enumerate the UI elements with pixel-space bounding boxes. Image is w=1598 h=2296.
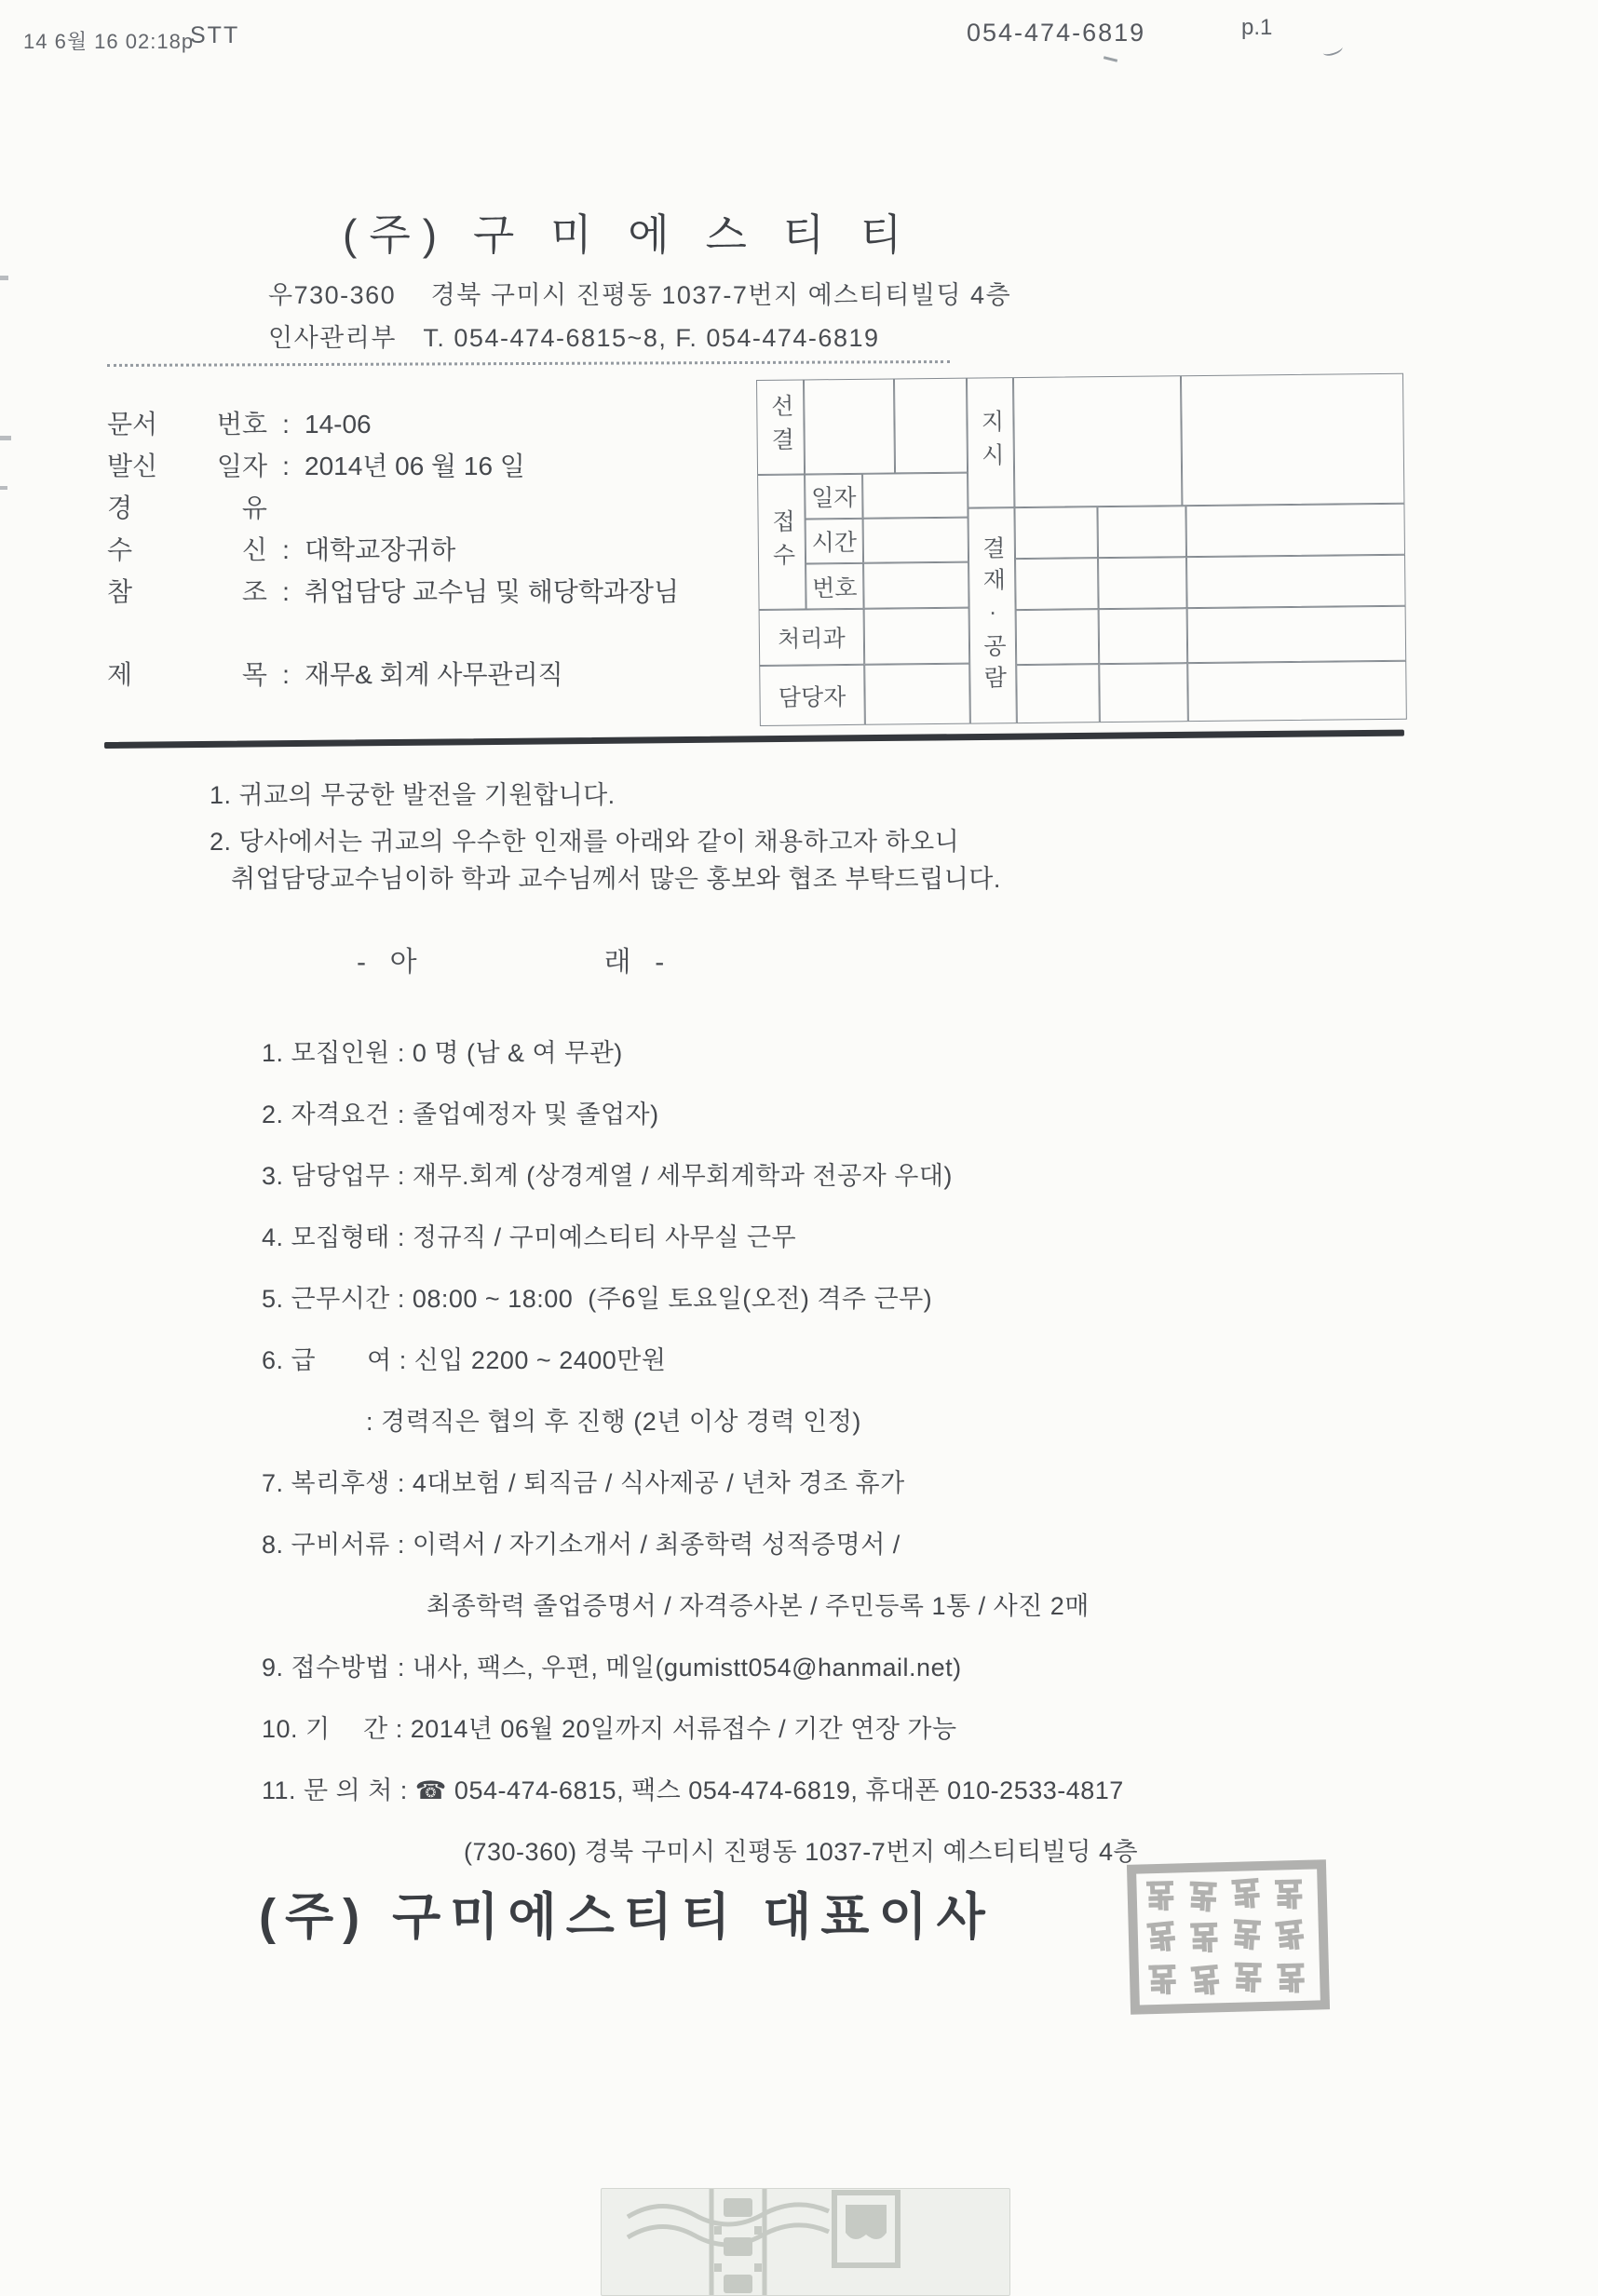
jisi-label: 지시 (977, 409, 1005, 477)
company-seal-stamp (1125, 1857, 1332, 2017)
cell-empty (894, 378, 968, 474)
scan-artifact (0, 486, 7, 490)
scan-artifact (0, 276, 8, 280)
meta-label: 제 목 (107, 660, 267, 689)
doc-meta-row (107, 530, 679, 572)
job-posting-line (217, 1557, 1138, 1618)
cell-jeopsu (757, 474, 806, 610)
job-posting-text: 6. 급 여 : 신입 2200 ~ 2400만원 (262, 1346, 667, 1374)
job-posting-line (217, 1495, 1138, 1557)
job-posting-text: 9. 접수방법 : 내사, 팩스, 우편, 메일(gumistt054@hanmail.net) (262, 1654, 962, 1681)
cell-empty (1016, 609, 1100, 665)
cell-empty (1016, 664, 1100, 723)
job-posting-text: (730-360) 경북 구미시 진평동 1037-7번지 예스티티빌딩 4층 (464, 1838, 1139, 1866)
signature-line: (주) 구미에스티티 대표이사 (259, 1889, 995, 1945)
meta-value: 2014년 06 월 16 일 (305, 452, 525, 480)
meta-value: 대학교장귀하 (305, 535, 456, 564)
sigan-label: 시간 (811, 529, 858, 557)
cell-empty (1181, 373, 1404, 506)
meta-label: 수 신 (107, 535, 267, 564)
jeopsu-label: 접수 (768, 508, 796, 576)
greeting-line: 1. 귀교의 무궁한 발전을 기원합니다. (210, 781, 616, 809)
below-heading: - 아 래 - (357, 947, 668, 978)
cheoligwa-label: 처리과 (778, 626, 846, 653)
scan-artifact (1321, 42, 1344, 58)
cell-empty (1187, 606, 1407, 663)
cell-damdangja (759, 665, 865, 726)
meta-colon: : (282, 452, 290, 480)
job-posting-text: 최종학력 졸업증명서 / 자격증사본 / 주민등록 1통 / 사진 2매 (427, 1592, 1090, 1620)
bottom-watermark (601, 2188, 1010, 2296)
seongyeol-label: 선결 (767, 393, 794, 461)
meta-value: 취업담당 교수님 및 해당학과장님 (305, 577, 680, 606)
scan-artifact (0, 436, 11, 440)
cell-seongyeol (756, 379, 805, 475)
meta-colon: : (282, 577, 290, 606)
cell-empty (1187, 661, 1407, 722)
cell-empty (1015, 558, 1099, 610)
meta-label: 문서 번호 (107, 410, 267, 439)
doc-meta-row (107, 488, 679, 530)
cell-empty (1098, 557, 1187, 609)
company-title: (주) 구 미 에 스 티 티 (343, 210, 914, 259)
job-posting-line (217, 1004, 1138, 1065)
job-posting-line (217, 1249, 1138, 1311)
ilja-label: 일자 (811, 484, 857, 512)
job-posting-line (217, 1680, 1138, 1741)
job-posting-line (217, 1311, 1138, 1372)
cell-empty (1099, 663, 1188, 723)
cell-beonho (806, 563, 864, 610)
cell-empty (862, 473, 968, 519)
cell-ilja (805, 474, 862, 520)
job-posting-text: 11. 문 의 처 : ☎ 054-474-6815, 팩스 054-474-6819, 휴대폰 010-2533-4817 (262, 1776, 1124, 1804)
doc-meta-row (107, 655, 679, 696)
cell-sigan (806, 519, 863, 564)
job-posting-text: 4. 모집형태 : 정규직 / 구미예스티티 사무실 근무 (262, 1223, 797, 1251)
job-posting-line (217, 1803, 1138, 1864)
meta-label: 발신 일자 (107, 452, 267, 480)
job-posting-line (217, 1188, 1138, 1249)
company-contact: 인사관리부 T. 054-474-6815~8, F. 054-474-6819 (268, 324, 880, 352)
company-address: 우730-360 경북 구미시 진평동 1037-7번지 예스티티빌딩 4층 (268, 281, 1012, 309)
cell-empty (1099, 608, 1188, 664)
job-posting-text: 1. 모집인원 : 0 명 (남 & 여 무관) (262, 1039, 623, 1067)
job-posting-text: 7. 복리후생 : 4대보험 / 퇴직금 / 식사제공 / 년차 경조 휴가 (262, 1469, 905, 1497)
damdangja-label: 담당자 (778, 683, 846, 711)
job-posting-text: 2. 자격요건 : 졸업예정자 및 졸업자) (262, 1101, 659, 1128)
scan-artifact (1104, 56, 1117, 62)
cell-empty (1186, 555, 1406, 608)
meta-value: 14-06 (305, 410, 372, 439)
cell-empty (863, 562, 969, 609)
cell-empty (1185, 504, 1405, 557)
cell-jisi (967, 377, 1014, 508)
meta-colon: : (282, 535, 290, 564)
cell-empty (863, 518, 968, 563)
cell-cheoligwa (759, 609, 865, 666)
job-posting-list (217, 1004, 1138, 1864)
cell-empty (864, 664, 970, 725)
gyeolje-gongram-label: 결재·공람 (979, 534, 1008, 696)
greeting-line: 2. 당사에서는 귀교의 우수한 인재를 아래와 같이 채용하고자 하오니 (210, 828, 960, 856)
fax-page-number: p.1 (1241, 15, 1273, 40)
meta-label: 참 조 (107, 577, 267, 606)
approval-box (756, 373, 1407, 726)
job-posting-text: 3. 담당업무 : 재무.회계 (상경계열 / 세무회계학과 전공자 우대) (262, 1162, 953, 1190)
photo-icon (834, 2193, 898, 2265)
doc-meta-row (107, 446, 679, 488)
doc-meta (107, 404, 679, 696)
job-posting-line (217, 1741, 1138, 1803)
fax-number: 054-474-6819 (967, 19, 1146, 47)
watermark-graphic (602, 2189, 1009, 2295)
doc-meta-row (107, 572, 679, 614)
meta-colon: : (282, 410, 290, 439)
job-posting-line (217, 1127, 1138, 1188)
meta-value: 재무& 회계 사무관리직 (305, 660, 563, 689)
job-posting-line (217, 1618, 1138, 1680)
job-posting-text: 10. 기 간 : 2014년 06월 20일까지 서류접수 / 기간 연장 가능 (262, 1715, 957, 1743)
greeting-line: 취업담당교수님이하 학과 교수님께서 많은 홍보와 협조 부탁드립니다. (231, 865, 1001, 893)
doc-meta-row (107, 404, 679, 446)
beonho-label: 번호 (812, 574, 858, 601)
fax-datetime: 14 6월 16 02:18p (23, 30, 195, 53)
job-posting-text: : 경력직은 협의 후 진행 (2년 이상 경력 인정) (366, 1408, 861, 1436)
cell-empty (864, 608, 970, 665)
dotted-divider (107, 360, 950, 367)
meta-label: 경 유 (107, 493, 267, 522)
job-posting-text: 8. 구비서류 : 이력서 / 자기소개서 / 최종학력 성적증명서 / (262, 1531, 901, 1559)
section-divider (104, 730, 1404, 749)
cell-empty (1013, 375, 1182, 507)
cell-empty (1097, 506, 1186, 558)
cell-empty (804, 378, 895, 474)
meta-colon: : (282, 660, 290, 689)
job-posting-line (217, 1372, 1138, 1434)
cell-gyeolje-gongram (968, 507, 1016, 724)
cell-empty (1014, 506, 1098, 559)
fax-sender-id: STT (190, 22, 240, 48)
job-posting-text: 5. 근무시간 : 08:00 ~ 18:00 (주6일 토요일(오전) 격주 근무) (262, 1285, 933, 1313)
job-posting-line (217, 1434, 1138, 1495)
job-posting-line (217, 1065, 1138, 1127)
